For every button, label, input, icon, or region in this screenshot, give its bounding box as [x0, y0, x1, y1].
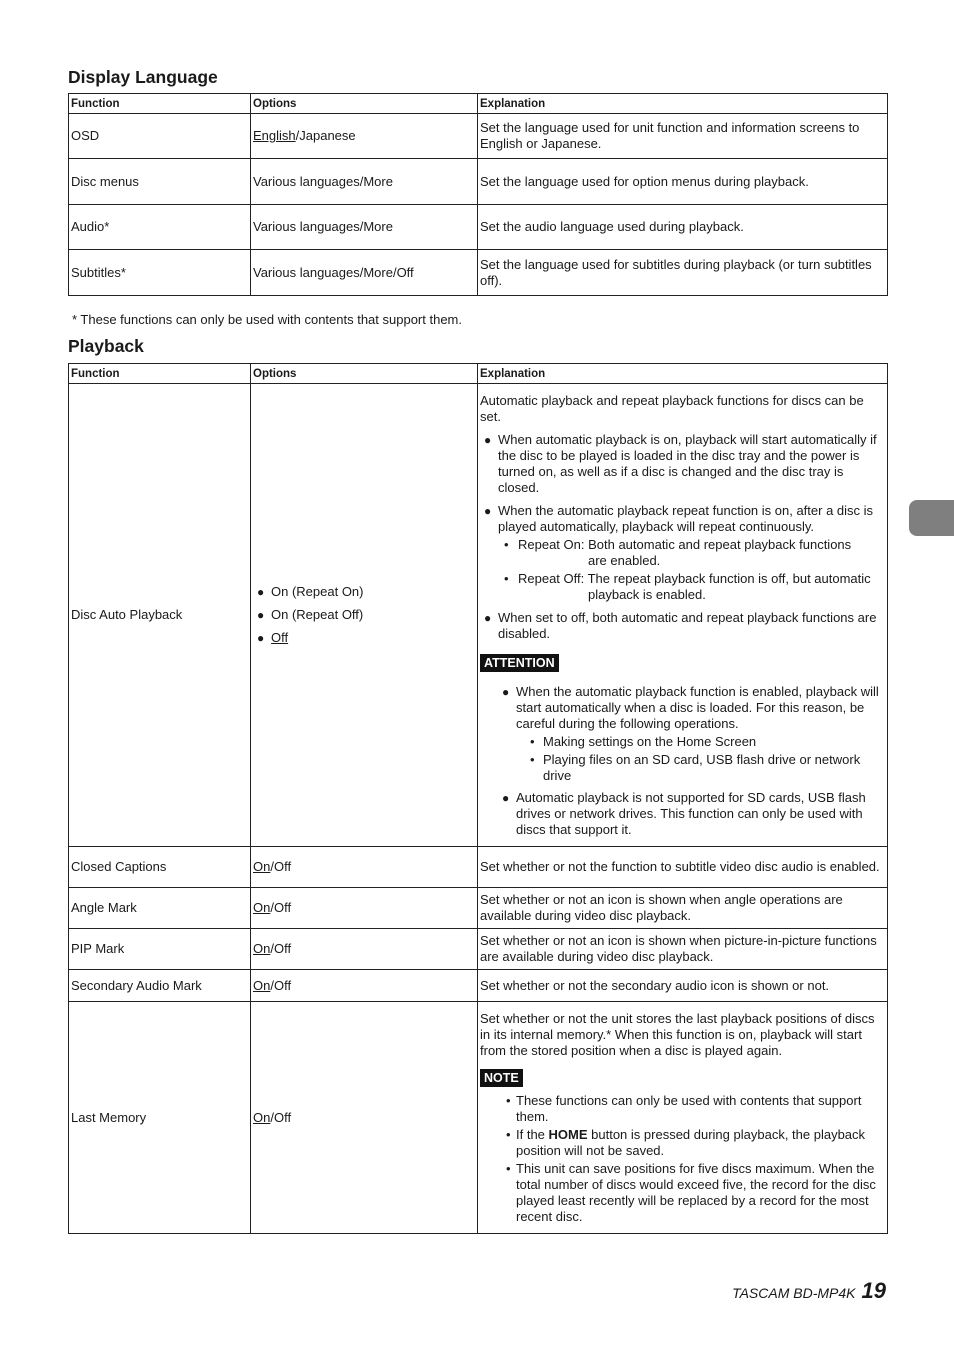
explanation-cell: Set the language used for unit function and information screens to English or Japanese.	[478, 114, 888, 159]
option-item: ● On (Repeat Off)	[253, 607, 475, 623]
table-row	[69, 205, 888, 250]
explanation-cell	[478, 384, 888, 847]
sub-item-cont: playback is enabled.	[588, 587, 706, 602]
page-number: 19	[861, 1278, 886, 1303]
default-option: On	[253, 859, 271, 874]
table-row	[69, 847, 888, 888]
default-option: On	[253, 900, 271, 915]
playback-table	[68, 363, 888, 1234]
option-rest: /Off	[270, 859, 292, 874]
sub-item-lead: Repeat Off: The repeat playback function is off, but automatic	[518, 571, 871, 586]
options-cell	[251, 114, 478, 159]
table-row-disc-auto-playback	[69, 384, 888, 847]
option-item: ● Off	[253, 630, 475, 646]
options-cell: Various languages/More/Off	[251, 250, 478, 296]
header-explanation: Explanation	[478, 364, 888, 384]
list-item: ● When automatic playback is on, playback will start automatically if the disc to be played is loaded in the disc tray and the power is turned on, as well as if a disc is changed and the disc tray is closed.	[480, 432, 885, 496]
table-row-last-memory	[69, 1002, 888, 1234]
default-option: On	[253, 1109, 271, 1125]
header-options: Options	[251, 364, 478, 384]
sub-item	[480, 571, 885, 603]
function-cell: Disc Auto Playback	[69, 384, 251, 847]
chapter-tab-marker	[909, 500, 954, 536]
function-cell: Angle Mark	[69, 888, 251, 929]
sub-item: • Playing files on an SD card, USB flash drive or network drive	[516, 752, 885, 784]
header-function: Function	[69, 364, 251, 384]
section-title-display-language: Display Language	[68, 67, 218, 87]
explanation-cell: Set the audio language used during playback.	[478, 205, 888, 250]
options-list	[253, 584, 475, 646]
default-option: On	[253, 941, 271, 956]
table-row	[69, 114, 888, 159]
function-cell: Subtitles*	[69, 250, 251, 296]
footnote: * These functions can only be used with contents that support them.	[72, 312, 462, 327]
list-item: • This unit can save positions for five discs maximum. When the total number of discs would exceed five, the record for the disc played least recently will be replaced by a record for the most recent disc.	[480, 1161, 885, 1225]
explanation-cell: Set whether or not the function to subtitle video disc audio is enabled.	[478, 847, 888, 888]
bullet-list	[480, 432, 885, 642]
options-cell	[251, 384, 478, 847]
options-cell: Various languages/More	[251, 205, 478, 250]
list-item: ● Automatic playback is not supported for SD cards, USB flash drives or network drives. This function can only be used with discs that support it.	[498, 790, 885, 838]
sub-item-lead: Repeat On: Both automatic and repeat playback functions	[518, 537, 852, 552]
options-cell: Various languages/More	[251, 159, 478, 205]
option-rest: /Off	[270, 1109, 292, 1125]
list-item	[498, 684, 885, 784]
list-item: ● When set to off, both automatic and repeat playback functions are disabled.	[480, 610, 885, 642]
table-header-row	[69, 364, 888, 384]
home-button-label: HOME	[548, 1127, 588, 1142]
explanation-cell: Set whether or not an icon is shown when angle operations are available during video disc playback.	[478, 888, 888, 929]
note-list	[480, 1093, 885, 1225]
table-row	[69, 250, 888, 296]
default-option: English	[253, 128, 296, 143]
table-row	[69, 159, 888, 205]
intro-text: Set whether or not the unit stores the last playback positions of discs in its internal memory.* When this function is on, playback will start from the stored position when a disc is played again.	[480, 1011, 875, 1058]
sub-item: • Making settings on the Home Screen	[516, 734, 885, 750]
list-item	[480, 1127, 885, 1159]
page-footer	[732, 1278, 886, 1304]
header-function: Function	[69, 94, 251, 114]
options-cell	[251, 888, 478, 929]
footer-model: TASCAM BD-MP4K	[732, 1285, 856, 1301]
table-header-row	[69, 94, 888, 114]
function-cell: PIP Mark	[69, 929, 251, 970]
attention-badge: ATTENTION	[480, 654, 559, 672]
note-badge: NOTE	[480, 1069, 523, 1087]
list-item-text: If the	[516, 1127, 549, 1142]
display-language-table	[68, 93, 888, 296]
function-cell: Audio*	[69, 205, 251, 250]
sub-list	[480, 537, 885, 603]
list-item-text: When the automatic playback function is enabled, playback will start automatically when a disc is loaded. For this reason, be careful during the following operations.	[516, 684, 879, 731]
option-rest: /Off	[270, 941, 292, 956]
options-cell	[251, 929, 478, 970]
sub-list	[516, 734, 885, 784]
options-cell	[251, 1002, 478, 1234]
explanation-cell: Set whether or not the secondary audio icon is shown or not.	[478, 970, 888, 1002]
explanation-cell	[478, 1002, 888, 1234]
option-rest: /Off	[270, 900, 292, 915]
function-cell: Secondary Audio Mark	[69, 970, 251, 1002]
list-item	[480, 503, 885, 603]
table-row	[69, 970, 888, 1002]
sub-item	[480, 537, 885, 569]
options-cell	[251, 970, 478, 1002]
explanation-cell: Set the language used for option menus during playback.	[478, 159, 888, 205]
function-cell: Disc menus	[69, 159, 251, 205]
option-rest: /Off	[270, 977, 292, 993]
function-cell: Last Memory	[69, 1002, 251, 1234]
function-cell: Closed Captions	[69, 847, 251, 888]
explanation-cell: Set whether or not an icon is shown when picture-in-picture functions are available during video disc playback.	[478, 929, 888, 970]
table-row	[69, 888, 888, 929]
list-item: • These functions can only be used with contents that support them.	[480, 1093, 885, 1125]
list-item-text: When the automatic playback repeat function is on, after a disc is played automatically, playback will repeat continuously.	[498, 503, 874, 534]
list-item-text: button is pressed during playback, the playback position will not be saved.	[516, 1127, 866, 1158]
header-options: Options	[251, 94, 478, 114]
section-title-playback: Playback	[68, 336, 144, 356]
options-cell	[251, 847, 478, 888]
intro-text: Automatic playback and repeat playback functions for discs can be set.	[480, 393, 864, 424]
explanation-cell: Set the language used for subtitles during playback (or turn subtitles off).	[478, 250, 888, 296]
attention-list	[498, 684, 885, 838]
default-option: On	[253, 977, 271, 993]
table-row	[69, 929, 888, 970]
sub-item-cont: are enabled.	[588, 553, 661, 568]
option-rest: /Japanese	[295, 128, 356, 143]
header-explanation: Explanation	[478, 94, 888, 114]
option-item: ● On (Repeat On)	[253, 584, 475, 600]
function-cell: OSD	[69, 114, 251, 159]
